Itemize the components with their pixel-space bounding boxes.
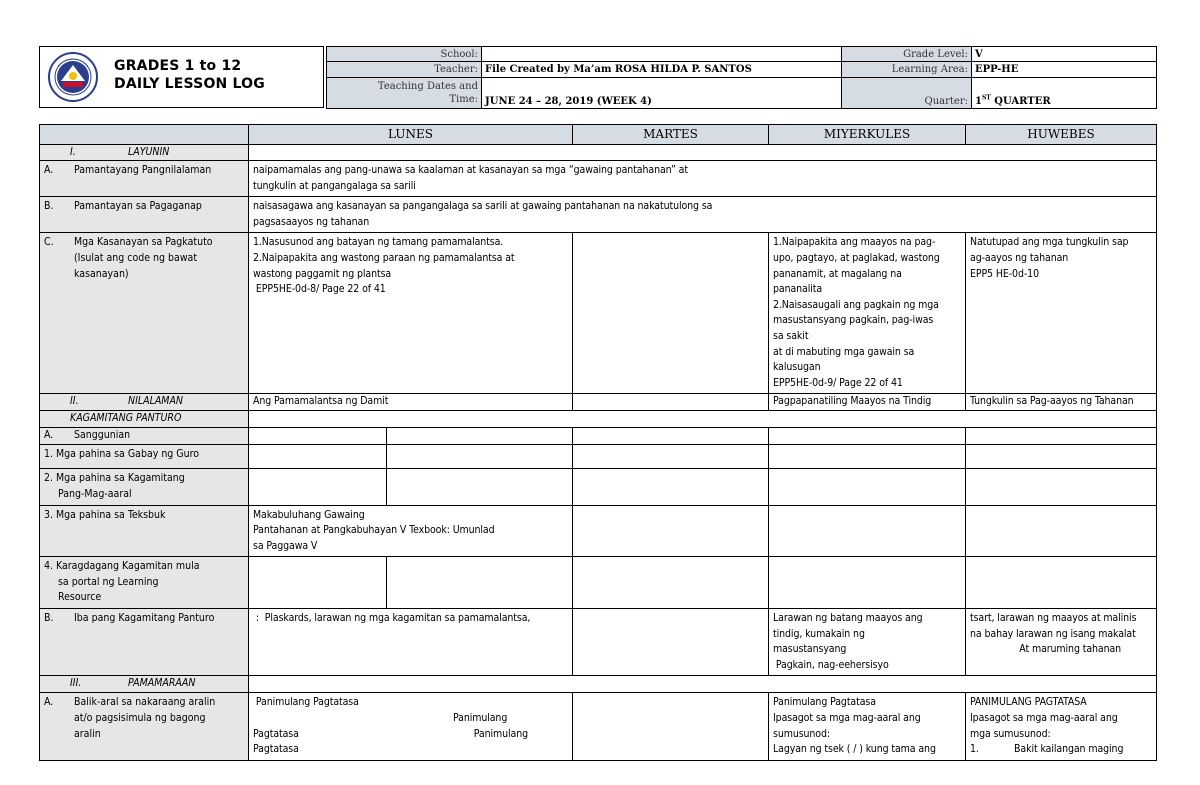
day-tuesday: MARTES xyxy=(573,125,769,145)
text-line: Panimulang xyxy=(453,712,508,725)
row-key: A. xyxy=(44,696,54,709)
empty-cell xyxy=(769,557,966,609)
day-header-row xyxy=(40,125,1157,145)
text-line: ag-aayos ng tahanan xyxy=(970,251,1069,264)
text-line: kalusugan xyxy=(773,361,821,374)
text-line: Resource xyxy=(58,591,102,604)
text-line: 1.Nasusunod ang batayan ng tamang pamamalantsa. xyxy=(253,236,504,249)
header-info-table xyxy=(326,46,1157,109)
section-title: NILALAMAN xyxy=(128,395,183,408)
empty-cell xyxy=(387,469,573,505)
text-line: naisasagawa ang kasanayan sa pangangalaga sa sarili at gawaing pantahanan na nakatutulong sa xyxy=(253,200,713,213)
text-line: Lagyan ng tsek ( / ) kung tama ang xyxy=(773,743,936,756)
empty-cell xyxy=(966,557,1157,609)
text-line: sa portal ng Learning xyxy=(58,575,159,588)
monday-materials: : Plaskards, larawan ng mga kagamitan sa pamamalantsa, xyxy=(249,609,573,676)
learning-area-label: Learning Area: xyxy=(842,62,972,78)
quarter-number: 1 xyxy=(975,96,982,107)
quarter-label: Quarter: xyxy=(842,78,972,109)
empty-cell xyxy=(249,557,387,609)
row-label-sanggunian xyxy=(40,428,249,445)
empty-cell xyxy=(573,693,769,760)
grade-level-value: V xyxy=(972,47,1157,62)
text-line: Pagtatasa xyxy=(253,743,299,756)
monday-topic: Ang Pamamalantsa ng Damit xyxy=(249,394,573,411)
row-label-balik-aral xyxy=(40,693,249,760)
teaching-dates-label-line-1: Teaching Dates and xyxy=(377,81,478,92)
text-line: kasanayan) xyxy=(74,267,129,280)
text-line: 2.Naisasaugali ang pagkain ng mga xyxy=(773,298,939,311)
table-row xyxy=(40,445,1157,469)
table-row xyxy=(40,161,1157,197)
monday-review xyxy=(249,693,573,760)
teacher-label: Teacher: xyxy=(327,62,482,78)
empty-cell xyxy=(387,445,573,469)
thursday-review xyxy=(966,693,1157,760)
empty-cell xyxy=(249,445,387,469)
text-line: tindig, kumakain ng xyxy=(773,627,865,640)
grade-level-label: Grade Level: xyxy=(842,47,972,62)
competency-code: EPP5HE-0d-9/ Page 22 of 41 xyxy=(773,376,903,389)
table-row xyxy=(40,197,1157,233)
empty-cell xyxy=(966,428,1157,445)
text-line: mga sumusunod: xyxy=(970,727,1051,740)
row-label-text xyxy=(74,235,244,282)
text-line: sumusunod: xyxy=(773,727,830,740)
empty-cell xyxy=(573,394,769,411)
row-key: A. xyxy=(44,429,54,442)
text-line: sa sakit xyxy=(773,329,809,342)
row-key: C. xyxy=(44,236,54,249)
empty-cell xyxy=(769,469,966,505)
table-row xyxy=(40,505,1157,557)
performance-standard-text xyxy=(249,197,1157,233)
monday-textbook xyxy=(249,505,573,557)
teaching-dates-label xyxy=(327,78,482,109)
text-line: wastong paggamit ng plantsa xyxy=(253,267,392,280)
row-label-text: Pamantayang Pangnilalaman xyxy=(74,164,212,176)
section-kagamitan-row xyxy=(40,411,1157,428)
empty-cell xyxy=(249,428,387,445)
row-label-text: Sanggunian xyxy=(74,429,131,442)
text-line: Pagtatasa xyxy=(253,727,299,740)
table-row xyxy=(40,557,1157,609)
text-line: masustansyang pagkain, pag-iwas xyxy=(773,314,934,327)
day-wednesday: MIYERKULES xyxy=(769,125,966,145)
text-line: na bahay larawan ng isang makalat xyxy=(970,627,1136,640)
teaching-dates-value: JUNE 24 – 28, 2019 (WEEK 4) xyxy=(482,78,842,109)
deped-seal-icon xyxy=(48,52,98,102)
empty-cell xyxy=(769,428,966,445)
quarter-word: QUARTER xyxy=(990,96,1051,107)
section-pamamaraan xyxy=(40,676,249,693)
text-line: upo, pagtayo, at paglakad, wastong xyxy=(773,251,940,264)
wednesday-topic: Pagpapanatiling Maayos na Tindig xyxy=(769,394,966,411)
text-line: masustansyang xyxy=(773,643,847,656)
empty-cell xyxy=(573,557,769,609)
empty-cell xyxy=(387,428,573,445)
section-kagamitang-panturo: KAGAMITANG PANTURO xyxy=(40,411,249,428)
table-row xyxy=(40,428,1157,445)
table-row xyxy=(40,233,1157,394)
empty-cell xyxy=(249,676,1157,693)
empty-cell xyxy=(573,505,769,557)
text-line: PANIMULANG PAGTATASA xyxy=(970,696,1087,709)
day-monday: LUNES xyxy=(249,125,573,145)
text-line: Pantahanan at Pangkabuhayan V Texbook: Umunlad xyxy=(253,524,495,537)
table-row xyxy=(40,609,1157,676)
text-line: sa Paggawa V xyxy=(253,539,318,552)
text-line: 4. Karagdagang Kagamitan mula xyxy=(44,560,200,573)
row-label-text: Pamantayan sa Pagaganap xyxy=(74,200,202,213)
teacher-value: File Created by Ma’am ROSA HILDA P. SANTOS xyxy=(482,62,842,78)
row-label-text xyxy=(74,695,244,742)
text-line: Balik-aral sa nakaraang aralin xyxy=(74,696,216,709)
text-line: Pagkain, nag-eehersisyo xyxy=(773,658,889,671)
text-line: aralin xyxy=(74,727,101,740)
empty-cell xyxy=(573,233,769,394)
section-nilalaman xyxy=(40,394,249,411)
text-line: 2.Naipapakita ang wastong paraan ng pamamalantsa at xyxy=(253,251,515,264)
empty-cell xyxy=(249,145,1157,161)
text-line: at di mabuting mga gawain sa xyxy=(773,345,915,358)
section-layunin-row xyxy=(40,145,1157,161)
text-line: 1.Naipapakita ang maayos na pag- xyxy=(773,236,936,249)
wednesday-review xyxy=(769,693,966,760)
section-number: III. xyxy=(70,677,82,690)
text-line: Pang-Mag-aaral xyxy=(58,487,132,500)
text-line: Ipasagot sa mga mag-aaral ang xyxy=(970,712,1118,725)
text-line: pananamit, at magalang na xyxy=(773,267,902,280)
empty-cell xyxy=(573,469,769,505)
text-line: at/o pagsisimula ng bagong xyxy=(74,712,206,725)
teaching-dates-label-line-2: Time: xyxy=(449,94,478,105)
section-number: II. xyxy=(70,395,79,408)
title-line-1: GRADES 1 to 12 xyxy=(114,58,242,74)
text-line: tungkulin at pangangalaga sa sarili xyxy=(253,179,416,192)
quarter-suffix: ST xyxy=(981,94,991,102)
thursday-topic: Tungkulin sa Pag-aayos ng Tahanan xyxy=(966,394,1157,411)
text-line: Bakit kailangan maging xyxy=(1014,743,1124,756)
row-label-pamantayan-sa-pagaganap xyxy=(40,197,249,233)
competency-code: EPP5HE-0d-8/ Page 22 of 41 xyxy=(253,283,386,296)
text-line: 2. Mga pahina sa Kagamitang xyxy=(44,472,185,485)
row-key: B. xyxy=(44,612,54,625)
text-line: Panimulang xyxy=(473,727,528,740)
table-row xyxy=(40,469,1157,505)
list-number: 1. xyxy=(970,743,979,756)
text-line: (Isulat ang code ng bawat xyxy=(74,251,198,264)
text-line: tsart, larawan ng maayos at malinis xyxy=(970,612,1137,625)
school-field xyxy=(482,47,842,62)
row-label-mga-kasanayan xyxy=(40,233,249,394)
text-line: Larawan ng batang maayos ang xyxy=(773,612,923,625)
empty-cell xyxy=(249,469,387,505)
row-label-karagdagang-kagamitan xyxy=(40,557,249,609)
empty-cell xyxy=(573,428,769,445)
empty-cell xyxy=(966,505,1157,557)
monday-competencies xyxy=(249,233,573,394)
section-title: PAMAMARAAN xyxy=(128,677,196,690)
text-line: pagsasaayos ng tahanan xyxy=(253,215,370,228)
row-label-pamantayang-pangnilalaman xyxy=(40,161,249,197)
empty-cell xyxy=(573,445,769,469)
title-line-2: DAILY LESSON LOG xyxy=(114,76,265,92)
thursday-materials xyxy=(966,609,1157,676)
section-title: LAYUNIN xyxy=(128,146,170,158)
row-key: B. xyxy=(44,200,54,213)
table-row xyxy=(40,693,1157,760)
lesson-log-table xyxy=(39,124,1157,761)
content-standard-text xyxy=(249,161,1157,197)
thursday-competencies xyxy=(966,233,1157,394)
empty-cell xyxy=(573,609,769,676)
document-title xyxy=(114,57,265,93)
empty-cell xyxy=(387,557,573,609)
wednesday-materials xyxy=(769,609,966,676)
logo-title-box xyxy=(39,46,324,108)
empty-cell xyxy=(249,411,1157,428)
school-label: School: xyxy=(327,47,482,62)
text-line: At maruming tahanan xyxy=(970,643,1122,656)
text-line: Makabuluhang Gawaing xyxy=(253,508,365,521)
text-line: Natutupad ang mga tungkulin sap xyxy=(970,236,1129,249)
row-label-text: Iba pang Kagamitang Panturo xyxy=(74,612,215,625)
empty-cell xyxy=(769,505,966,557)
wednesday-competencies xyxy=(769,233,966,394)
row-label-kagamitang-pang-mag-aaral xyxy=(40,469,249,505)
text-line: naipamamalas ang pang-unawa sa kaalaman at kasanayan sa mga “gawaing pantahanan” at xyxy=(253,164,688,176)
quarter-value xyxy=(972,78,1157,109)
row-label-iba-pang-kagamitan xyxy=(40,609,249,676)
text-line: pananalita xyxy=(773,283,823,296)
text-line: Panimulang Pagtatasa xyxy=(253,696,359,709)
text-line: Mga Kasanayan sa Pagkatuto xyxy=(74,236,213,249)
competency-code: EPP5 HE-0d-10 xyxy=(970,267,1039,280)
text-line: Ipasagot sa mga mag-aaral ang xyxy=(773,712,921,725)
section-number: I. xyxy=(70,146,76,158)
section-nilalaman-row xyxy=(40,394,1157,411)
learning-area-value: EPP-HE xyxy=(972,62,1157,78)
empty-cell xyxy=(966,469,1157,505)
row-label-gabay-ng-guro: 1. Mga pahina sa Gabay ng Guro xyxy=(40,445,249,469)
text-line: Panimulang Pagtatasa xyxy=(773,696,876,709)
day-header-blank xyxy=(40,125,249,145)
row-label-teksbuk: 3. Mga pahina sa Teksbuk xyxy=(40,505,249,557)
section-layunin xyxy=(40,145,249,161)
row-key: A. xyxy=(44,164,54,176)
empty-cell xyxy=(966,445,1157,469)
empty-cell xyxy=(769,445,966,469)
day-thursday: HUWEBES xyxy=(966,125,1157,145)
section-pamamaraan-row xyxy=(40,676,1157,693)
